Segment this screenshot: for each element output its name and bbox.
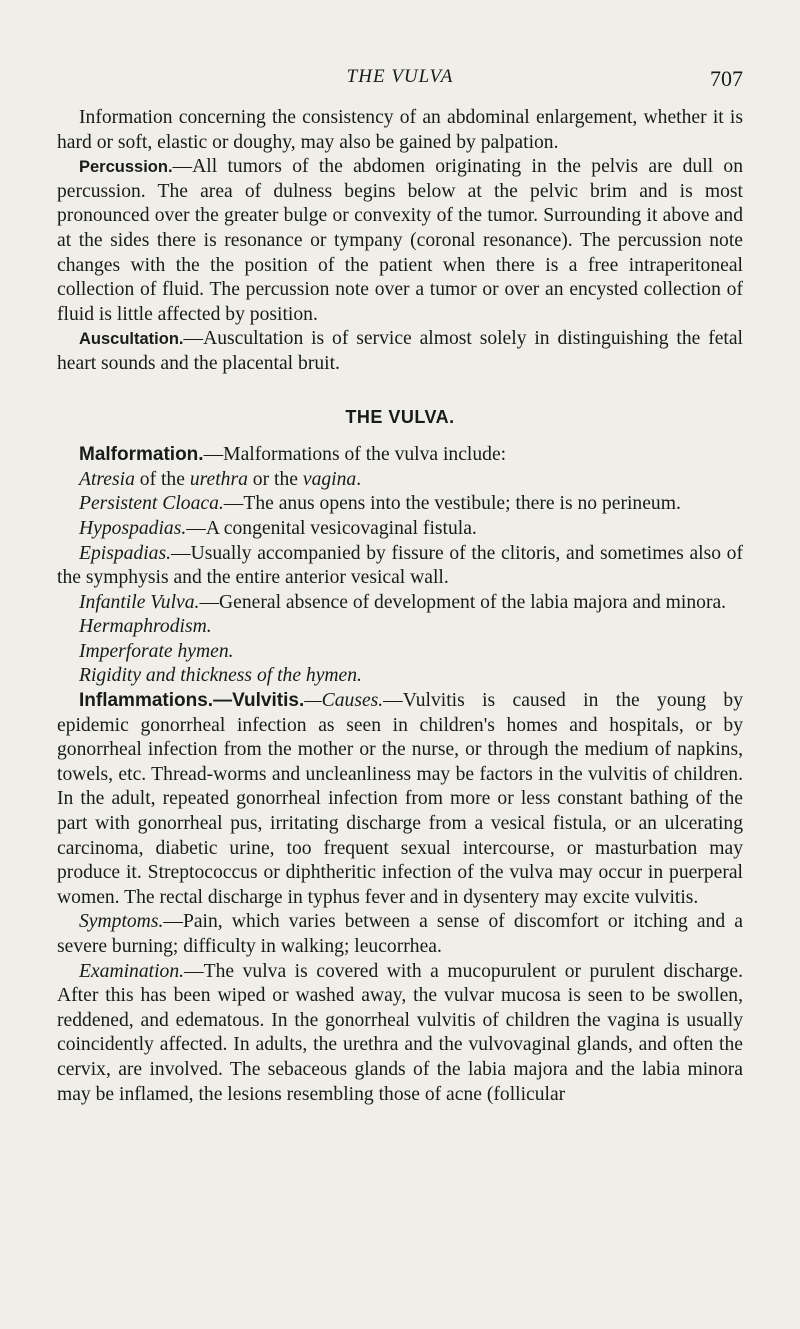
running-head [57, 66, 743, 92]
malformation-item-epispadias [57, 542, 743, 591]
examination-label: Examination. [79, 960, 185, 982]
malformation-item-hypospadias [57, 517, 743, 542]
body-text [57, 106, 743, 1107]
inflammations-paragraph [57, 689, 743, 910]
item-term: Epispadias. [79, 542, 171, 564]
paragraph-text: —Malformations of the vulva include: [203, 444, 507, 466]
item-text: —A congenital vesicovaginal fistula. [186, 517, 477, 539]
page-number: 707 [710, 66, 743, 91]
malformation-paragraph [57, 443, 743, 468]
malformation-item-rigid-hymen [57, 664, 743, 689]
paragraph-text: —Auscultation is of service almost solely in distinguishing the fetal heart sounds and the placental bruit. [57, 328, 743, 374]
malformation-item-imperforate-hymen [57, 640, 743, 665]
causes-label: —Causes. [304, 690, 384, 712]
symptoms-label: Symptoms. [79, 911, 164, 933]
item-term: Hermaphrodism. [79, 616, 212, 638]
item-term: Hypospadias. [79, 517, 187, 539]
percussion-paragraph [57, 155, 743, 327]
item-text: of the [134, 468, 190, 490]
auscultation-label: Auscultation. [79, 330, 184, 349]
examination-paragraph [57, 960, 743, 1108]
palpation-paragraph [57, 106, 743, 155]
item-term: Rigidity and thickness of the hymen. [79, 665, 362, 687]
item-text: or the [247, 468, 303, 490]
malformation-item-atresia [57, 468, 743, 493]
paragraph-text: Information concerning the consistency of an abdominal enlargement, whether it is hard or soft, elastic or doughy, may also be gained by palpation. [57, 107, 743, 153]
item-term: Infantile Vulva. [79, 591, 200, 613]
paragraph-text: —The vulva is covered with a mucopurulent or purulent discharge. After this has been wiped or washed away, the vulvar mucosa is seen to be swollen, reddened, and edematous. In the gonorrheal vulvitis of children the vagina is usually coincidently affected. In adults, the urethra and the vulvovaginal glands, and often the cervix, are involved. The sebaceous glands of the labia majora and the labia minora may be inflamed, the lesions resembling those of acne (follicular [57, 960, 743, 1105]
symptoms-paragraph [57, 910, 743, 959]
malformation-label: Malformation. [79, 444, 204, 466]
paragraph-text: —Vulvitis is caused in the young by epidemic gonorrheal infection as seen in children's homes and hospitals, or by gonorrheal infection from the mother or the nurse, or through the medium of napkins, towels, etc. Thread-worms and uncleanliness may be factors in the vulvitis of children. In the adult, repeated gonorrheal infection from more or less constant bathing of the part with gonorrheal pus, irritating discharge from a vesical fistula, or an ulcerating carcinoma, diabetic urine, too frequent sexual intercourse, or masturbation may produce it. Streptococcus or diphtheritic infection of the vulva may occur in puerperal women. The rectal discharge in typhus fever and in dysentery may excite vulvitis. [57, 690, 743, 908]
malformation-item-cloaca [57, 492, 743, 517]
malformation-item-hermaphrodism [57, 615, 743, 640]
percussion-label: Percussion. [79, 158, 173, 177]
inflammations-label: Inflammations. [79, 690, 214, 712]
auscultation-paragraph [57, 327, 743, 376]
paragraph-text: —Pain, which varies between a sense of discomfort or itching and a severe burning; difficulty in walking; leucorrhea. [57, 911, 743, 957]
item-term: Persistent Cloaca. [79, 493, 224, 515]
item-term: urethra [189, 468, 248, 490]
item-term: Imperforate hymen. [79, 640, 234, 662]
vulvitis-label: —Vulvitis. [213, 690, 305, 712]
paragraph-text: —All tumors of the abdomen originating in the pelvis are dull on percussion. The area of dulness begins below at the pelvic brim and is most pronounced over the greater bulge or convexity of the tumor. Surrounding it above and at the sides there is resonance or tympany (coronal resonance). The percussion note changes with the the position of the patient when there is a free intraperitoneal collection of fluid. The percussion note over a tumor or over an encysted collection of fluid is little affected by position. [57, 156, 743, 325]
item-text: . [356, 468, 362, 490]
item-term: Atresia [79, 468, 135, 490]
item-text: —General absence of development of the labia majora and minora. [199, 591, 727, 613]
item-term: vagina [302, 468, 357, 490]
running-title: THE VULVA [346, 66, 454, 87]
section-heading: THE VULVA. [345, 406, 455, 427]
malformation-item-infantile-vulva [57, 591, 743, 616]
item-text: —Usually accompanied by fissure of the clitoris, and sometimes also of the symphysis and the entire anterior vesical wall. [57, 542, 743, 589]
item-text: —The anus opens into the vestibule; there is no perineum. [223, 493, 681, 515]
